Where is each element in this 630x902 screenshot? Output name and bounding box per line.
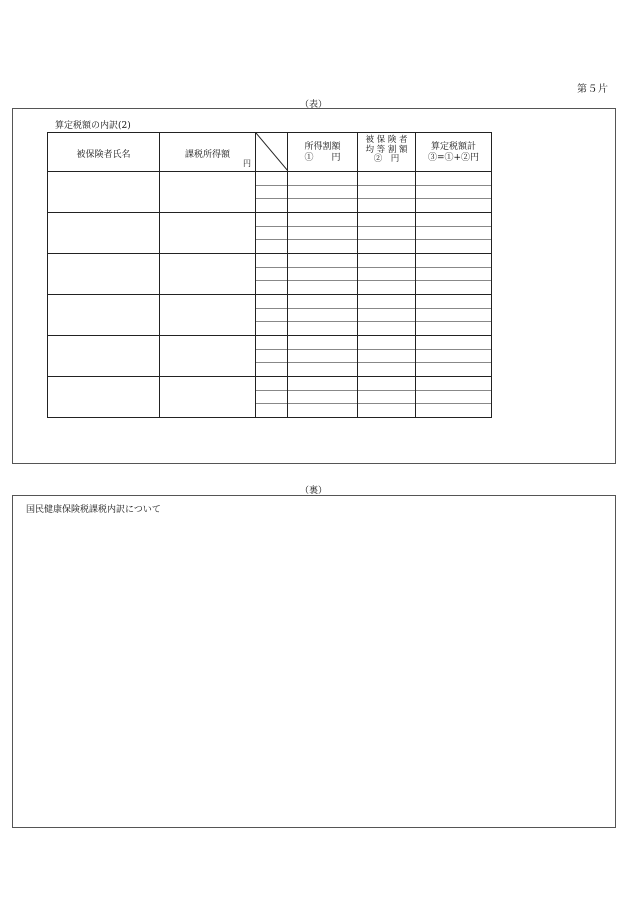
- per-capita-levy-cell-subline: [358, 268, 415, 282]
- header-total-tax: [416, 133, 492, 172]
- per-capita-levy-cell[interactable]: [358, 213, 416, 254]
- per-capita-levy-cell-subline: [358, 227, 415, 241]
- insured-name-cell[interactable]: [48, 336, 160, 377]
- income-levy-cell-subline: [288, 281, 357, 294]
- category-cell[interactable]: [256, 336, 288, 377]
- per-capita-levy-cell-subline: [358, 240, 415, 253]
- total-tax-cell-subline: [416, 377, 491, 391]
- income-levy-cell[interactable]: [288, 254, 358, 295]
- table-row: [48, 377, 492, 418]
- category-cell-subline: [256, 172, 287, 186]
- table-row: [48, 295, 492, 336]
- header-insured-name-label: 被保険者氏名: [76, 150, 131, 160]
- diagonal-line: [256, 133, 288, 171]
- taxable-income-cell[interactable]: [160, 254, 256, 295]
- per-capita-levy-cell-subline: [358, 281, 415, 294]
- income-levy-cell-subline: [288, 391, 357, 405]
- back-panel: [12, 495, 616, 828]
- per-capita-levy-cell-subline: [358, 309, 415, 323]
- header-income-levy-label: 所得割額: [304, 142, 341, 152]
- per-capita-levy-cell-subline: [358, 377, 415, 391]
- per-capita-levy-cell[interactable]: [358, 295, 416, 336]
- total-tax-cell[interactable]: [416, 336, 492, 377]
- table-row: [48, 336, 492, 377]
- total-tax-cell[interactable]: [416, 254, 492, 295]
- back-panel-title: 国民健康保険税課税内訳について: [26, 505, 161, 515]
- category-cell-subline: [256, 322, 287, 335]
- total-tax-cell-subline: [416, 172, 491, 186]
- header-total-tax-formula: ③=①+②円: [427, 153, 480, 163]
- category-cell[interactable]: [256, 377, 288, 418]
- category-cell-subline: [256, 281, 287, 294]
- per-capita-levy-cell-subline: [358, 363, 415, 376]
- income-levy-cell-subline: [288, 404, 357, 417]
- header-per-capita-levy: [358, 133, 416, 172]
- sheet-number: 第５片: [577, 84, 609, 95]
- per-capita-levy-cell-subline: [358, 322, 415, 335]
- per-capita-levy-cell-subline: [358, 172, 415, 186]
- per-capita-levy-cell-subline: [358, 404, 415, 417]
- category-cell-subline: [256, 240, 287, 253]
- breakdown-table-title: 算定税額の内訳(2): [55, 121, 131, 131]
- total-tax-cell-subline: [416, 391, 491, 405]
- category-cell-subline: [256, 199, 287, 212]
- taxable-income-cell[interactable]: [160, 213, 256, 254]
- income-levy-cell[interactable]: [288, 213, 358, 254]
- income-levy-cell-subline: [288, 186, 357, 200]
- category-cell-subline: [256, 391, 287, 405]
- category-cell[interactable]: [256, 295, 288, 336]
- per-capita-levy-cell-subline: [358, 213, 415, 227]
- header-total-tax-label: 算定税額計: [430, 142, 476, 152]
- category-cell-subline: [256, 377, 287, 391]
- total-tax-cell-subline: [416, 281, 491, 294]
- category-cell-subline: [256, 336, 287, 350]
- total-tax-cell-subline: [416, 404, 491, 417]
- total-tax-cell[interactable]: [416, 213, 492, 254]
- total-tax-cell-subline: [416, 268, 491, 282]
- income-levy-cell[interactable]: [288, 172, 358, 213]
- income-levy-cell-subline: [288, 254, 357, 268]
- per-capita-levy-cell-subline: [358, 295, 415, 309]
- category-cell-subline: [256, 295, 287, 309]
- tax-breakdown-table: [47, 132, 492, 418]
- income-levy-cell-subline: [288, 199, 357, 212]
- category-cell-subline: [256, 350, 287, 364]
- table-row: [48, 213, 492, 254]
- category-cell-subline: [256, 309, 287, 323]
- taxable-income-cell[interactable]: [160, 295, 256, 336]
- income-levy-cell[interactable]: [288, 295, 358, 336]
- income-levy-cell-subline: [288, 336, 357, 350]
- insured-name-cell[interactable]: [48, 295, 160, 336]
- total-tax-cell-subline: [416, 363, 491, 376]
- total-tax-cell-subline: [416, 336, 491, 350]
- header-per-capita-line2: 均 等 割 額: [365, 144, 408, 155]
- insured-name-cell[interactable]: [48, 172, 160, 213]
- total-tax-cell-subline: [416, 227, 491, 241]
- total-tax-cell-subline: [416, 309, 491, 323]
- per-capita-levy-cell-subline: [358, 336, 415, 350]
- per-capita-levy-cell-subline: [358, 186, 415, 200]
- header-taxable-income-label: 課税所得額: [184, 150, 230, 160]
- total-tax-cell-subline: [416, 350, 491, 364]
- header-taxable-income-unit: 円: [243, 159, 251, 168]
- total-tax-cell[interactable]: [416, 377, 492, 418]
- category-cell[interactable]: [256, 213, 288, 254]
- per-capita-levy-cell-subline: [358, 254, 415, 268]
- income-levy-cell-subline: [288, 227, 357, 241]
- table-header-row: [48, 133, 492, 172]
- income-levy-cell-subline: [288, 322, 357, 335]
- category-cell-subline: [256, 213, 287, 227]
- insured-name-cell[interactable]: [48, 213, 160, 254]
- header-income-levy: [288, 133, 358, 172]
- category-cell-subline: [256, 186, 287, 200]
- insured-name-cell[interactable]: [48, 377, 160, 418]
- front-side-label: （表）: [300, 100, 328, 110]
- per-capita-levy-cell[interactable]: [358, 254, 416, 295]
- insured-name-cell[interactable]: [48, 254, 160, 295]
- category-cell-subline: [256, 254, 287, 268]
- per-capita-levy-cell[interactable]: [358, 336, 416, 377]
- taxable-income-cell[interactable]: [160, 336, 256, 377]
- income-levy-cell-subline: [288, 295, 357, 309]
- table-body: [48, 172, 492, 418]
- header-diagonal-cell: [256, 133, 288, 172]
- header-taxable-income: [160, 133, 256, 172]
- per-capita-levy-cell-subline: [358, 199, 415, 212]
- income-levy-cell-subline: [288, 350, 357, 364]
- total-tax-cell-subline: [416, 240, 491, 253]
- per-capita-levy-cell-subline: [358, 391, 415, 405]
- header-insured-name: [48, 133, 160, 172]
- income-levy-cell-subline: [288, 309, 357, 323]
- table-row: [48, 254, 492, 295]
- total-tax-cell-subline: [416, 295, 491, 309]
- income-levy-cell-subline: [288, 213, 357, 227]
- category-cell-subline: [256, 404, 287, 417]
- total-tax-cell-subline: [416, 254, 491, 268]
- category-cell-subline: [256, 227, 287, 241]
- income-levy-cell[interactable]: [288, 336, 358, 377]
- category-cell[interactable]: [256, 172, 288, 213]
- income-levy-cell-subline: [288, 377, 357, 391]
- income-levy-cell-subline: [288, 363, 357, 376]
- taxable-income-cell[interactable]: [160, 172, 256, 213]
- total-tax-cell-subline: [416, 213, 491, 227]
- income-levy-cell[interactable]: [288, 377, 358, 418]
- total-tax-cell-subline: [416, 186, 491, 200]
- income-levy-cell-subline: [288, 268, 357, 282]
- category-cell-subline: [256, 268, 287, 282]
- back-side-label: （裏）: [300, 486, 328, 496]
- per-capita-levy-cell-subline: [358, 350, 415, 364]
- per-capita-levy-cell[interactable]: [358, 377, 416, 418]
- total-tax-cell-subline: [416, 322, 491, 335]
- total-tax-cell-subline: [416, 199, 491, 212]
- total-tax-cell[interactable]: [416, 172, 492, 213]
- income-levy-cell-subline: [288, 172, 357, 186]
- table-row: [48, 172, 492, 213]
- per-capita-levy-cell[interactable]: [358, 172, 416, 213]
- category-cell-subline: [256, 363, 287, 376]
- header-per-capita-line1: 被 保 険 者: [365, 135, 408, 145]
- taxable-income-cell[interactable]: [160, 377, 256, 418]
- header-income-levy-unit: ① 円: [304, 153, 341, 163]
- income-levy-cell-subline: [288, 240, 357, 253]
- header-per-capita-unit: ② 円: [373, 154, 400, 164]
- category-cell[interactable]: [256, 254, 288, 295]
- total-tax-cell[interactable]: [416, 295, 492, 336]
